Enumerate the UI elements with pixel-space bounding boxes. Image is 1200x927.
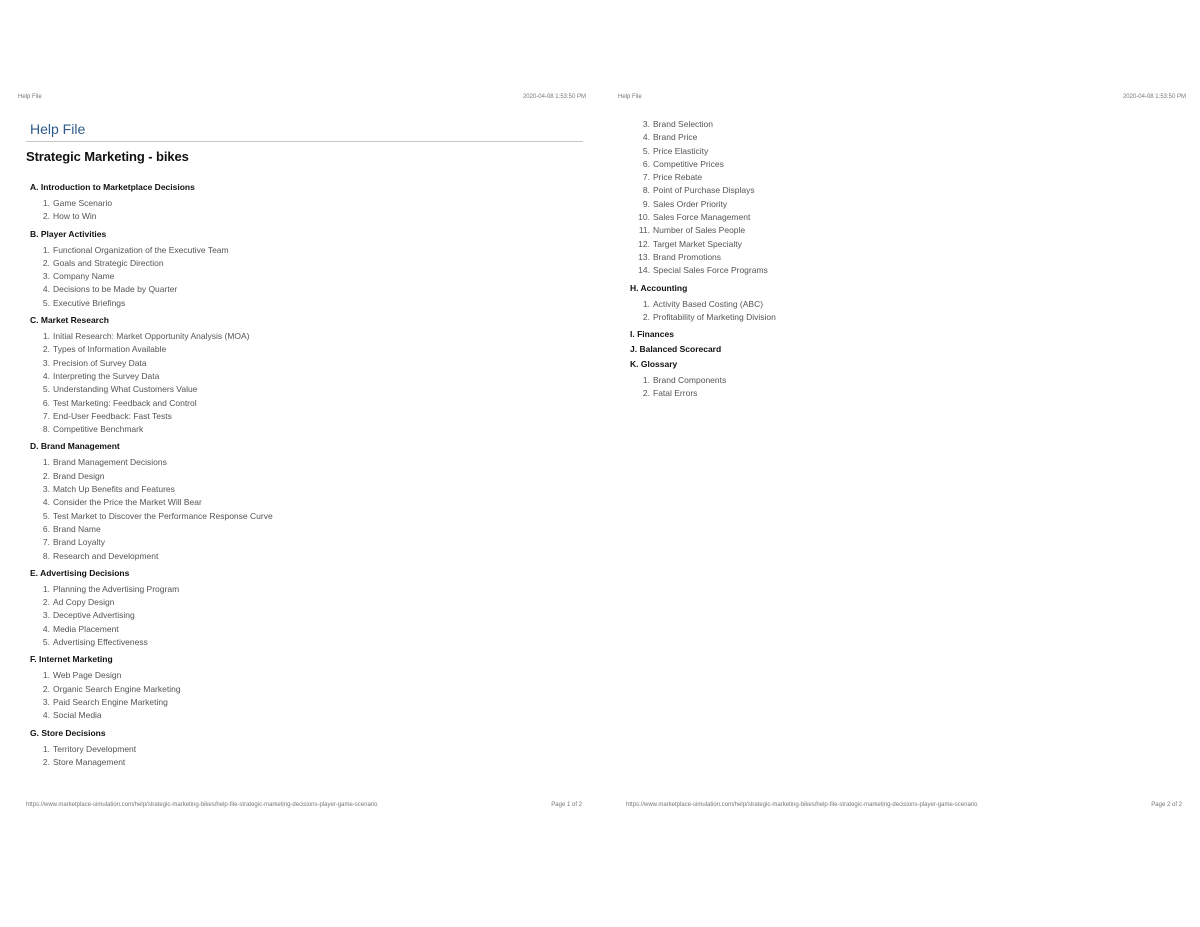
page-header-right: 2020-04-08 1:53:50 PM <box>1122 94 1186 100</box>
item-number: 3. <box>42 357 50 368</box>
section-heading[interactable]: I. Finances <box>630 329 674 340</box>
toc-link[interactable] <box>30 270 570 283</box>
toc-link[interactable] <box>30 743 570 756</box>
toc-link[interactable] <box>30 623 570 636</box>
item-label: Price Rebate <box>653 172 703 183</box>
page-footer-number: Page 1 of 2 <box>551 802 582 808</box>
item-label: Brand Components <box>653 375 727 386</box>
item-label: Brand Promotions <box>653 251 722 262</box>
section-heading[interactable]: B. Player Activities <box>30 228 107 239</box>
toc-link[interactable] <box>30 410 570 423</box>
page-footer-url: https://www.marketplace-simulation.com/help/strategic-marketing-bikes/help-file-strategic-marketing-decisions-player-game-scenario <box>626 802 978 808</box>
item-label: Interpreting the Survey Data <box>53 370 160 381</box>
item-label: Sales Order Priority <box>653 198 728 209</box>
item-number: 3. <box>42 271 50 282</box>
section-heading[interactable]: F. Internet Marketing <box>30 654 113 665</box>
toc-link[interactable] <box>30 483 570 496</box>
toc-link[interactable] <box>30 550 570 563</box>
toc-link[interactable] <box>30 536 570 549</box>
item-number: 3. <box>42 696 50 707</box>
toc-link[interactable] <box>30 596 570 609</box>
item-label: Consider the Price the Market Will Bear <box>53 497 202 508</box>
item-number: 1. <box>42 331 50 342</box>
item-number: 1. <box>42 198 50 208</box>
toc-link[interactable] <box>630 224 1170 237</box>
item-number: 2. <box>42 211 50 222</box>
item-label: Paid Search Engine Marketing <box>53 696 168 707</box>
item-label: Competitive Benchmark <box>53 424 144 435</box>
page-footer-url: https://www.marketplace-simulation.com/help/strategic-marketing-bikes/help-file-strategic-marketing-decisions-player-game-scenario <box>26 802 378 808</box>
item-number: 4. <box>42 497 50 508</box>
item-label: Understanding What Customers Value <box>53 384 198 395</box>
item-number: 1. <box>42 457 50 468</box>
toc-link[interactable] <box>630 387 1170 400</box>
toc-link[interactable] <box>30 297 570 310</box>
item-label: Functional Organization of the Executive Team <box>53 244 229 255</box>
toc-link[interactable] <box>630 264 1170 277</box>
section-item-list <box>30 583 570 649</box>
item-number: 1. <box>42 670 50 681</box>
item-label: Executive Briefings <box>53 297 126 308</box>
toc-link[interactable] <box>30 669 570 682</box>
toc-link[interactable] <box>630 374 1170 387</box>
page-header-right: 2020-04-08 1:53:50 PM <box>522 94 586 100</box>
item-label: Test Market to Discover the Performance Response Curve <box>53 510 273 521</box>
section-heading[interactable]: C. Market Research <box>30 315 109 326</box>
item-label: Organic Search Engine Marketing <box>53 683 181 694</box>
item-number: 7. <box>42 410 50 421</box>
item-number: 11. <box>638 225 650 236</box>
item-label: Decisions to be Made by Quarter <box>53 284 178 295</box>
toc-link[interactable] <box>30 343 570 356</box>
item-number: 8. <box>42 424 50 435</box>
item-label: Territory Development <box>53 743 137 754</box>
toc-link[interactable] <box>630 211 1170 224</box>
page-header-left: Help File <box>618 94 642 100</box>
item-label: Activity Based Costing (ABC) <box>653 298 764 309</box>
item-number: 2. <box>642 388 650 399</box>
toc-link[interactable] <box>630 198 1170 211</box>
item-label: Brand Design <box>53 470 105 481</box>
section-item-list <box>630 298 1170 325</box>
item-number: 12. <box>638 238 650 249</box>
item-number: 8. <box>42 550 50 561</box>
section-item-list <box>30 456 570 562</box>
item-label: Types of Information Available <box>53 344 167 355</box>
item-label: Price Elasticity <box>653 145 709 156</box>
item-number: 3. <box>42 484 50 495</box>
section-heading[interactable]: H. Accounting <box>630 282 688 293</box>
toc-link[interactable] <box>630 298 1170 311</box>
toc-link[interactable] <box>30 709 570 722</box>
page-title: Strategic Marketing - bikes <box>26 149 189 164</box>
item-label: Web Page Design <box>53 670 122 681</box>
toc-link[interactable] <box>30 244 570 257</box>
item-label: Special Sales Force Programs <box>653 265 768 276</box>
item-label: Brand Selection <box>653 119 714 129</box>
item-number: 7. <box>42 537 50 548</box>
toc-link[interactable] <box>630 184 1170 197</box>
item-number: 13. <box>638 251 650 262</box>
item-label: Brand Loyalty <box>53 537 105 548</box>
toc-link[interactable] <box>30 583 570 596</box>
item-label: Match Up Benefits and Features <box>53 484 175 495</box>
toc-link[interactable] <box>30 683 570 696</box>
item-label: How to Win <box>53 211 97 222</box>
item-number: 2. <box>42 756 50 767</box>
item-number: 2. <box>642 311 650 322</box>
section-item-list <box>630 118 1170 278</box>
page-footer-number: Page 2 of 2 <box>1151 802 1182 808</box>
item-number: 4. <box>42 370 50 381</box>
item-label: Point of Purchase Displays <box>653 185 755 196</box>
section-item-list <box>30 669 570 722</box>
section-heading[interactable]: G. Store Decisions <box>30 727 106 738</box>
item-number: 2. <box>42 597 50 608</box>
item-number: 8. <box>642 185 650 196</box>
table-of-contents <box>30 182 570 774</box>
toc-link[interactable] <box>30 357 570 370</box>
item-label: Company Name <box>53 271 115 282</box>
item-number: 5. <box>42 297 50 308</box>
toc-link[interactable] <box>30 496 570 509</box>
toc-link[interactable] <box>30 383 570 396</box>
item-label: Profitability of Marketing Division <box>653 311 776 322</box>
item-label: Brand Management Decisions <box>53 457 167 468</box>
toc-link[interactable] <box>630 171 1170 184</box>
item-number: 5. <box>42 637 50 648</box>
section-item-list <box>30 330 570 436</box>
item-label: Sales Force Management <box>653 212 751 223</box>
item-label: Planning the Advertising Program <box>53 583 180 594</box>
item-label: Competitive Prices <box>653 158 724 169</box>
item-label: Precision of Survey Data <box>53 357 147 368</box>
help-file-title: Help File <box>30 121 86 137</box>
item-number: 2. <box>42 344 50 355</box>
item-number: 5. <box>42 384 50 395</box>
toc-link[interactable] <box>630 145 1170 158</box>
item-number: 3. <box>42 610 50 621</box>
item-label: End-User Feedback: Fast Tests <box>53 410 172 421</box>
item-label: Advertising Effectiveness <box>53 637 148 648</box>
item-label: Brand Name <box>53 523 101 534</box>
toc-link[interactable] <box>30 510 570 523</box>
title-divider <box>26 141 583 142</box>
section-heading[interactable]: A. Introduction to Marketplace Decisions <box>30 182 195 192</box>
table-of-contents-continued <box>630 118 1170 406</box>
item-label: Ad Copy Design <box>53 597 115 608</box>
item-label: Goals and Strategic Direction <box>53 257 164 268</box>
item-number: 1. <box>42 244 50 255</box>
item-label: Test Marketing: Feedback and Control <box>53 397 197 408</box>
toc-link[interactable] <box>630 158 1170 171</box>
item-label: Social Media <box>53 710 102 721</box>
item-number: 5. <box>642 145 650 156</box>
item-number: 6. <box>642 158 650 169</box>
toc-link[interactable] <box>630 131 1170 144</box>
item-label: Initial Research: Market Opportunity Analysis (MOA) <box>53 331 250 342</box>
toc-link[interactable] <box>30 696 570 709</box>
item-number: 2. <box>42 470 50 481</box>
item-label: Media Placement <box>53 623 119 634</box>
toc-link[interactable] <box>630 238 1170 251</box>
toc-link[interactable] <box>30 470 570 483</box>
toc-link[interactable] <box>30 197 570 210</box>
toc-link[interactable] <box>630 118 1170 131</box>
toc-link[interactable] <box>30 283 570 296</box>
item-label: Target Market Specialty <box>653 238 742 249</box>
toc-link[interactable] <box>30 756 570 769</box>
item-number: 2. <box>42 257 50 268</box>
section-item-list <box>30 743 570 770</box>
section-item-list <box>30 197 570 224</box>
item-label: Game Scenario <box>53 198 113 208</box>
item-number: 5. <box>42 510 50 521</box>
item-number: 4. <box>42 710 50 721</box>
section-item-list <box>30 244 570 310</box>
toc-link[interactable] <box>30 330 570 343</box>
document-page-2 <box>600 0 1200 927</box>
toc-link[interactable] <box>30 397 570 410</box>
toc-link[interactable] <box>30 609 570 622</box>
item-number: 4. <box>42 284 50 295</box>
toc-link[interactable] <box>30 210 570 223</box>
item-label: Store Management <box>53 756 126 767</box>
item-number: 6. <box>42 523 50 534</box>
toc-link[interactable] <box>30 423 570 436</box>
toc-link[interactable] <box>30 370 570 383</box>
item-number: 9. <box>642 198 650 209</box>
item-number: 7. <box>642 172 650 183</box>
item-number: 4. <box>42 623 50 634</box>
section-heading[interactable]: K. Glossary <box>630 359 678 370</box>
page-header-left: Help File <box>18 94 42 100</box>
section-heading[interactable]: D. Brand Management <box>30 441 120 452</box>
toc-link[interactable] <box>630 251 1170 264</box>
item-number: 14. <box>638 265 650 276</box>
toc-link[interactable] <box>30 523 570 536</box>
item-number: 4. <box>642 132 650 143</box>
item-number: 3. <box>642 119 650 129</box>
toc-link[interactable] <box>30 257 570 270</box>
item-label: Deceptive Advertising <box>53 610 135 621</box>
item-label: Number of Sales People <box>653 225 746 236</box>
toc-link[interactable] <box>630 311 1170 324</box>
toc-link[interactable] <box>30 456 570 469</box>
item-number: 2. <box>42 683 50 694</box>
item-label: Research and Development <box>53 550 159 561</box>
toc-link[interactable] <box>30 636 570 649</box>
section-heading[interactable]: J. Balanced Scorecard <box>630 344 722 355</box>
item-number: 1. <box>42 743 50 754</box>
section-heading[interactable]: E. Advertising Decisions <box>30 567 130 578</box>
item-number: 1. <box>642 375 650 386</box>
section-item-list <box>630 374 1170 401</box>
item-number: 10. <box>638 212 650 223</box>
item-label: Fatal Errors <box>653 388 698 399</box>
item-number: 1. <box>642 298 650 309</box>
item-number: 1. <box>42 583 50 594</box>
item-label: Brand Price <box>653 132 698 143</box>
item-number: 6. <box>42 397 50 408</box>
